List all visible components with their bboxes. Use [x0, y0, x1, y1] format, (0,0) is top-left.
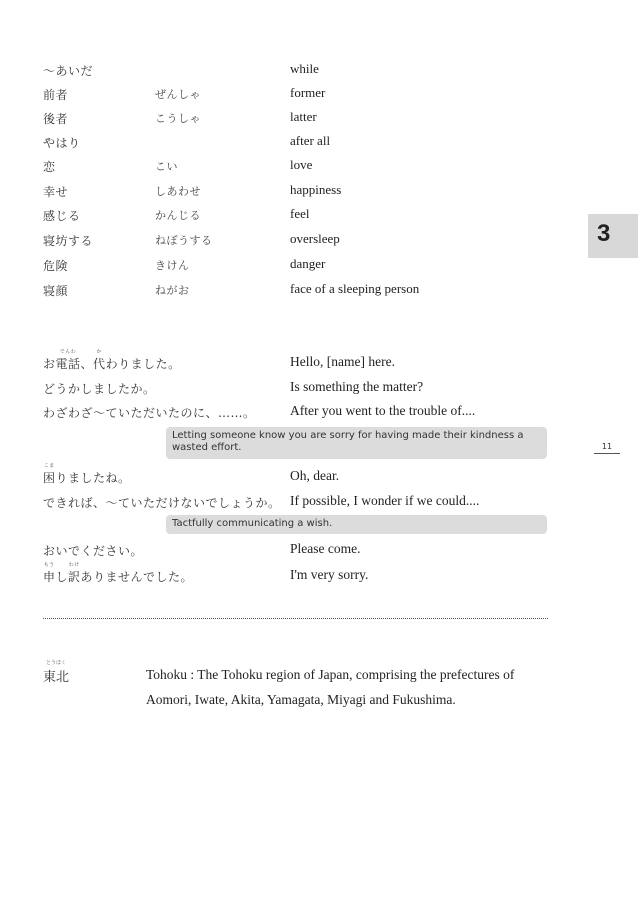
vocab-meaning: feel [290, 206, 310, 221]
vocab-reading: かんじる [155, 209, 201, 222]
phrase-en: Is something the matter? [290, 379, 424, 394]
phrase-row [43, 404, 543, 426]
vocab-row [43, 282, 523, 302]
vocab-reading: ぜんしゃ [155, 88, 201, 101]
vocab-meaning: love [290, 157, 313, 172]
vocab-word: 寝顔 [43, 284, 69, 298]
ruby-word [68, 562, 81, 585]
ruby-word [43, 463, 56, 486]
vocab-reading: きけん [155, 259, 190, 272]
phrase-en: Oh, dear. [290, 468, 340, 483]
phrase-text: ありませんでした。 [80, 570, 194, 584]
ruby-word [55, 349, 81, 372]
ruby-word [93, 349, 106, 372]
kanji: 訳 [68, 570, 81, 584]
phrase-en: Please come. [290, 541, 361, 556]
kanji: 申 [43, 570, 56, 584]
vocab-word: 後者 [43, 112, 69, 126]
vocab-row [43, 110, 523, 130]
vocab-word: 寝坊する [43, 234, 94, 248]
chapter-tab [588, 214, 638, 258]
kanji: 東北 [43, 670, 70, 685]
vocab-meaning: while [290, 61, 319, 76]
kanji: 困 [43, 471, 56, 485]
vocab-meaning: danger [290, 256, 326, 271]
phrase-row [43, 494, 543, 516]
phrase-row [43, 380, 543, 402]
phrase-jp: おいでください。 [43, 544, 144, 558]
vocab-word: 感じる [43, 209, 81, 223]
phrase-row [43, 463, 543, 491]
phrase-row [43, 542, 543, 564]
phrase-jp: できれば、〜ていただけないでしょうか。 [43, 496, 281, 510]
furigana: もう [43, 562, 55, 568]
glossary-term [43, 660, 70, 685]
phrase-jp: どうかしましたか。 [43, 382, 156, 396]
vocab-meaning: oversleep [290, 231, 340, 246]
vocab-row [43, 86, 523, 106]
vocab-reading: ねがお [155, 284, 190, 297]
vocab-row [43, 62, 523, 82]
vocab-meaning: latter [290, 109, 317, 124]
page-number: 11 [594, 442, 620, 454]
phrase-en: After you went to the trouble of.... [290, 403, 476, 418]
phrase-text: し [55, 570, 69, 584]
vocab-row [43, 183, 523, 203]
furigana: こま [43, 463, 55, 469]
ruby-word [43, 562, 56, 585]
vocab-meaning: face of a sleeping person [290, 281, 420, 296]
phrase-text: りましたね。 [55, 471, 131, 485]
vocab-reading: こい [155, 160, 178, 173]
vocab-row [43, 232, 523, 252]
phrase-text: お [43, 357, 56, 371]
vocab-row [43, 257, 523, 277]
vocab-meaning: former [290, 85, 326, 100]
phrase-en: I'm very sorry. [290, 567, 369, 582]
phrase-en: Hello, [name] here. [290, 354, 395, 369]
kanji: 電話 [55, 357, 81, 371]
vocab-meaning: happiness [290, 182, 342, 197]
vocab-word: 幸せ [43, 185, 69, 199]
phrase-jp [43, 562, 194, 585]
vocab-word: 恋 [43, 160, 56, 174]
furigana: わけ [68, 562, 80, 568]
usage-note: Tactfully communicating a wish. [166, 515, 547, 534]
vocab-row [43, 207, 523, 227]
vocab-row [43, 134, 523, 154]
phrase-text: わりました。 [105, 357, 181, 371]
vocab-reading: しあわせ [155, 185, 201, 198]
phrase-en: If possible, I wonder if we could.... [290, 493, 480, 508]
phrase-row [43, 562, 543, 590]
furigana: でんわ [59, 349, 77, 355]
phrase-text: 、 [80, 357, 94, 371]
ruby-word [43, 660, 70, 685]
vocab-meaning: after all [290, 133, 331, 148]
chapter-number: 3 [597, 220, 611, 247]
vocab-row [43, 158, 523, 178]
phrase-jp: わざわざ〜ていただいたのに、……。 [43, 406, 256, 420]
furigana: とうほく [46, 660, 67, 666]
vocab-reading: こうしゃ [155, 112, 201, 125]
phrase-jp [43, 463, 131, 486]
vocab-reading: ねぼうする [155, 234, 213, 247]
phrase-row [43, 349, 543, 377]
phrase-jp [43, 349, 181, 372]
vocab-word: 危険 [43, 259, 69, 273]
vocab-word: 〜あいだ [43, 64, 94, 78]
glossary-definition: Tohoku : The Tohoku region of Japan, comprising the prefectures of Aomori, Iwate, Akita, Yamagata, Miyagi and Fukushima. [146, 667, 515, 707]
dotted-divider [43, 618, 548, 619]
vocab-word: 前者 [43, 88, 69, 102]
usage-note: Letting someone know you are sorry for having made their kindness a wasted effort. [166, 427, 547, 459]
furigana: か [96, 349, 103, 355]
kanji: 代 [93, 357, 106, 371]
vocab-word: やはり [43, 136, 81, 150]
